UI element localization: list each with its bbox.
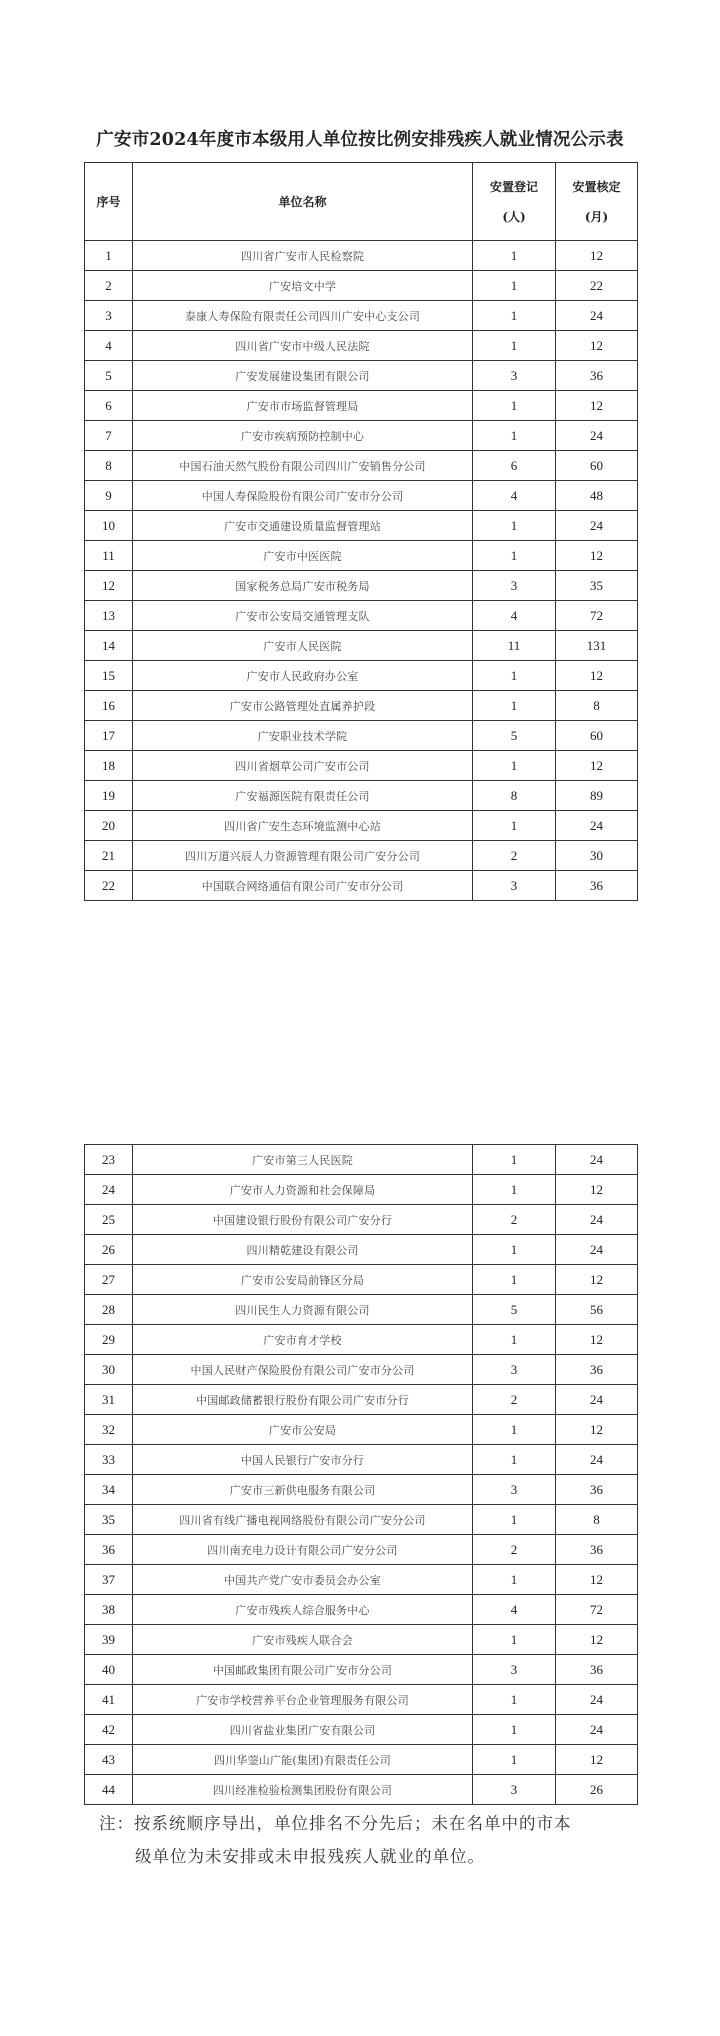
footnote-line-1: 注：按系统顺序导出，单位排名不分先后；未在名单中的市本 — [99, 1814, 572, 1833]
row-index: 23 — [85, 1145, 133, 1175]
row-index: 39 — [85, 1625, 133, 1655]
row-index: 5 — [85, 361, 133, 391]
row-verified: 12 — [556, 1415, 638, 1445]
row-registered: 1 — [473, 331, 556, 361]
row-registered: 6 — [473, 451, 556, 481]
row-unit-name: 四川省广安市中级人民法院 — [133, 331, 473, 361]
table-row — [85, 361, 638, 391]
row-registered: 1 — [473, 511, 556, 541]
row-registered: 3 — [473, 571, 556, 601]
row-registered: 1 — [473, 1415, 556, 1445]
row-verified: 12 — [556, 1325, 638, 1355]
table-row — [85, 781, 638, 811]
row-index: 29 — [85, 1325, 133, 1355]
table-row — [85, 1775, 638, 1805]
footnote-line-2: 级单位为未安排或未申报残疾人就业的单位。 — [135, 1847, 485, 1866]
row-unit-name: 四川民生人力资源有限公司 — [133, 1295, 473, 1325]
row-index: 12 — [85, 571, 133, 601]
row-unit-name: 四川省盐业集团广安有限公司 — [133, 1715, 473, 1745]
table-row — [85, 601, 638, 631]
row-verified: 24 — [556, 1205, 638, 1235]
row-verified: 30 — [556, 841, 638, 871]
row-verified: 12 — [556, 1175, 638, 1205]
header-verified — [556, 163, 638, 241]
row-index: 35 — [85, 1505, 133, 1535]
row-registered: 1 — [473, 1175, 556, 1205]
table-row — [85, 1145, 638, 1175]
row-verified: 24 — [556, 421, 638, 451]
row-verified: 36 — [556, 1535, 638, 1565]
row-registered: 1 — [473, 1235, 556, 1265]
row-index: 9 — [85, 481, 133, 511]
table-row — [85, 1445, 638, 1475]
table-row — [85, 571, 638, 601]
row-registered: 1 — [473, 1565, 556, 1595]
row-unit-name: 广安职业技术学院 — [133, 721, 473, 751]
row-verified: 60 — [556, 721, 638, 751]
row-index: 14 — [85, 631, 133, 661]
row-verified: 12 — [556, 241, 638, 271]
row-registered: 8 — [473, 781, 556, 811]
row-unit-name: 广安市公安局前锋区分局 — [133, 1265, 473, 1295]
row-verified: 12 — [556, 541, 638, 571]
row-index: 22 — [85, 871, 133, 901]
table-row — [85, 1295, 638, 1325]
row-verified: 12 — [556, 1625, 638, 1655]
row-verified: 24 — [556, 1445, 638, 1475]
row-unit-name: 广安市残疾人综合服务中心 — [133, 1595, 473, 1625]
table-row — [85, 1415, 638, 1445]
row-registered: 11 — [473, 631, 556, 661]
row-index: 34 — [85, 1475, 133, 1505]
row-verified: 89 — [556, 781, 638, 811]
employment-table-part-2 — [84, 1144, 638, 1805]
row-index: 3 — [85, 301, 133, 331]
page-title: 广安市2024年度市本级用人单位按比例安排残疾人就业情况公示表 — [96, 130, 624, 150]
row-unit-name: 广安培文中学 — [133, 271, 473, 301]
row-unit-name: 四川经准检验检测集团股份有限公司 — [133, 1775, 473, 1805]
table-row — [85, 1355, 638, 1385]
row-verified: 60 — [556, 451, 638, 481]
row-unit-name: 四川精乾建设有限公司 — [133, 1235, 473, 1265]
table-row — [85, 1475, 638, 1505]
row-verified: 131 — [556, 631, 638, 661]
row-registered: 1 — [473, 1325, 556, 1355]
table-row — [85, 1505, 638, 1535]
row-index: 16 — [85, 691, 133, 721]
row-verified: 72 — [556, 1595, 638, 1625]
row-index: 25 — [85, 1205, 133, 1235]
row-registered: 3 — [473, 1475, 556, 1505]
table-row — [85, 241, 638, 271]
row-index: 27 — [85, 1265, 133, 1295]
table-row — [85, 631, 638, 661]
row-unit-name: 中国建设银行股份有限公司广安分行 — [133, 1205, 473, 1235]
row-registered: 1 — [473, 1505, 556, 1535]
row-index: 17 — [85, 721, 133, 751]
row-verified: 36 — [556, 361, 638, 391]
row-unit-name: 广安市育才学校 — [133, 1325, 473, 1355]
table-row — [85, 481, 638, 511]
row-unit-name: 国家税务总局广安市税务局 — [133, 571, 473, 601]
row-registered: 4 — [473, 481, 556, 511]
row-index: 19 — [85, 781, 133, 811]
row-verified: 72 — [556, 601, 638, 631]
row-verified: 12 — [556, 331, 638, 361]
row-unit-name: 广安市交通建设质量监督管理站 — [133, 511, 473, 541]
header-registered — [473, 163, 556, 241]
row-verified: 12 — [556, 661, 638, 691]
table-row — [85, 1685, 638, 1715]
row-unit-name: 四川省烟草公司广安市公司 — [133, 751, 473, 781]
row-unit-name: 广安市学校营养平台企业管理服务有限公司 — [133, 1685, 473, 1715]
row-registered: 1 — [473, 541, 556, 571]
row-verified: 26 — [556, 1775, 638, 1805]
row-registered: 2 — [473, 841, 556, 871]
table-row — [85, 1175, 638, 1205]
row-registered: 4 — [473, 1595, 556, 1625]
row-index: 4 — [85, 331, 133, 361]
row-verified: 36 — [556, 1655, 638, 1685]
row-unit-name: 广安市疾病预防控制中心 — [133, 421, 473, 451]
row-verified: 24 — [556, 1385, 638, 1415]
row-verified: 36 — [556, 1475, 638, 1505]
row-verified: 35 — [556, 571, 638, 601]
row-verified: 24 — [556, 1715, 638, 1745]
table-row — [85, 1565, 638, 1595]
row-unit-name: 广安市三新供电服务有限公司 — [133, 1475, 473, 1505]
row-unit-name: 中国人寿保险股份有限公司广安市分公司 — [133, 481, 473, 511]
row-unit-name: 中国石油天然气股份有限公司四川广安销售分公司 — [133, 451, 473, 481]
row-index: 42 — [85, 1715, 133, 1745]
row-unit-name: 四川省广安市人民检察院 — [133, 241, 473, 271]
row-unit-name: 广安市公安局交通管理支队 — [133, 601, 473, 631]
header-verified-label: 安置核定 — [572, 179, 621, 194]
table-row — [85, 1235, 638, 1265]
row-index: 32 — [85, 1415, 133, 1445]
row-verified: 56 — [556, 1295, 638, 1325]
row-unit-name: 广安福源医院有限责任公司 — [133, 781, 473, 811]
table-row — [85, 1205, 638, 1235]
row-registered: 2 — [473, 1205, 556, 1235]
table-row — [85, 841, 638, 871]
row-verified: 48 — [556, 481, 638, 511]
row-index: 8 — [85, 451, 133, 481]
row-registered: 1 — [473, 1685, 556, 1715]
row-unit-name: 四川华蓥山广能(集团)有限责任公司 — [133, 1745, 473, 1775]
table-row — [85, 391, 638, 421]
row-index: 11 — [85, 541, 133, 571]
row-verified: 24 — [556, 511, 638, 541]
row-registered: 3 — [473, 1775, 556, 1805]
table-row — [85, 1715, 638, 1745]
row-registered: 1 — [473, 1625, 556, 1655]
row-unit-name: 广安市中医医院 — [133, 541, 473, 571]
table-body-part-2 — [85, 1145, 638, 1805]
row-registered: 1 — [473, 811, 556, 841]
row-index: 26 — [85, 1235, 133, 1265]
row-index: 21 — [85, 841, 133, 871]
table-row — [85, 271, 638, 301]
table-row — [85, 1745, 638, 1775]
row-unit-name: 四川万道兴辰人力资源管理有限公司广安分公司 — [133, 841, 473, 871]
row-index: 2 — [85, 271, 133, 301]
row-index: 31 — [85, 1385, 133, 1415]
row-registered: 1 — [473, 691, 556, 721]
table-row — [85, 1625, 638, 1655]
row-registered: 2 — [473, 1535, 556, 1565]
table-body-part-1 — [85, 241, 638, 901]
row-index: 44 — [85, 1775, 133, 1805]
row-verified: 12 — [556, 1565, 638, 1595]
table-row — [85, 301, 638, 331]
row-registered: 1 — [473, 1715, 556, 1745]
header-index: 序号 — [85, 163, 133, 241]
row-unit-name: 中国邮政集团有限公司广安市分公司 — [133, 1655, 473, 1685]
row-index: 24 — [85, 1175, 133, 1205]
header-registered-label: 安置登记 — [489, 179, 538, 194]
table-row — [85, 811, 638, 841]
row-unit-name: 广安发展建设集团有限公司 — [133, 361, 473, 391]
footnote — [99, 1807, 639, 1873]
table-row — [85, 1655, 638, 1685]
row-registered: 1 — [473, 1445, 556, 1475]
row-index: 41 — [85, 1685, 133, 1715]
row-unit-name: 广安市人民医院 — [133, 631, 473, 661]
row-unit-name: 泰康人寿保险有限责任公司四川广安中心支公司 — [133, 301, 473, 331]
row-verified: 24 — [556, 811, 638, 841]
row-index: 18 — [85, 751, 133, 781]
row-unit-name: 广安市市场监督管理局 — [133, 391, 473, 421]
row-verified: 36 — [556, 871, 638, 901]
row-unit-name: 中国人民财产保险股份有限公司广安市分公司 — [133, 1355, 473, 1385]
row-registered: 1 — [473, 661, 556, 691]
table-row — [85, 721, 638, 751]
row-registered: 5 — [473, 721, 556, 751]
row-unit-name: 四川南充电力设计有限公司广安分公司 — [133, 1535, 473, 1565]
table-row — [85, 1535, 638, 1565]
row-verified: 12 — [556, 391, 638, 421]
row-index: 37 — [85, 1565, 133, 1595]
row-unit-name: 中国联合网络通信有限公司广安市分公司 — [133, 871, 473, 901]
row-index: 13 — [85, 601, 133, 631]
row-unit-name: 广安市第三人民医院 — [133, 1145, 473, 1175]
row-verified: 12 — [556, 751, 638, 781]
table-header-row — [85, 163, 638, 241]
row-registered: 5 — [473, 1295, 556, 1325]
row-index: 33 — [85, 1445, 133, 1475]
table-row — [85, 331, 638, 361]
row-index: 1 — [85, 241, 133, 271]
table-row — [85, 1385, 638, 1415]
row-registered: 2 — [473, 1385, 556, 1415]
row-unit-name: 四川省广安生态环境监测中心站 — [133, 811, 473, 841]
header-unit-name: 单位名称 — [133, 163, 473, 241]
row-index: 15 — [85, 661, 133, 691]
row-unit-name: 中国共产党广安市委员会办公室 — [133, 1565, 473, 1595]
row-verified: 24 — [556, 301, 638, 331]
row-index: 30 — [85, 1355, 133, 1385]
header-registered-unit: (人) — [502, 209, 526, 224]
table-row — [85, 1325, 638, 1355]
row-registered: 1 — [473, 301, 556, 331]
row-verified: 8 — [556, 691, 638, 721]
table-row — [85, 1595, 638, 1625]
row-registered: 3 — [473, 1655, 556, 1685]
row-registered: 3 — [473, 871, 556, 901]
row-index: 36 — [85, 1535, 133, 1565]
row-index: 40 — [85, 1655, 133, 1685]
table-row — [85, 871, 638, 901]
row-registered: 1 — [473, 271, 556, 301]
row-verified: 12 — [556, 1265, 638, 1295]
row-index: 20 — [85, 811, 133, 841]
row-registered: 1 — [473, 1145, 556, 1175]
row-unit-name: 广安市公安局 — [133, 1415, 473, 1445]
row-unit-name: 中国邮政储蓄银行股份有限公司广安市分行 — [133, 1385, 473, 1415]
row-verified: 24 — [556, 1235, 638, 1265]
row-registered: 1 — [473, 421, 556, 451]
row-index: 38 — [85, 1595, 133, 1625]
row-unit-name: 中国人民银行广安市分行 — [133, 1445, 473, 1475]
row-verified: 8 — [556, 1505, 638, 1535]
row-verified: 12 — [556, 1745, 638, 1775]
row-verified: 22 — [556, 271, 638, 301]
employment-table-part-1 — [84, 162, 638, 901]
row-unit-name: 广安市残疾人联合会 — [133, 1625, 473, 1655]
row-index: 7 — [85, 421, 133, 451]
row-index: 6 — [85, 391, 133, 421]
table-row — [85, 451, 638, 481]
row-registered: 1 — [473, 241, 556, 271]
row-verified: 36 — [556, 1355, 638, 1385]
table-row — [85, 511, 638, 541]
row-registered: 1 — [473, 1745, 556, 1775]
row-verified: 24 — [556, 1685, 638, 1715]
row-registered: 3 — [473, 361, 556, 391]
table-row — [85, 661, 638, 691]
table-row — [85, 541, 638, 571]
row-registered: 1 — [473, 751, 556, 781]
table-row — [85, 421, 638, 451]
row-registered: 3 — [473, 1355, 556, 1385]
row-unit-name: 四川省有线广播电视网络股份有限公司广安分公司 — [133, 1505, 473, 1535]
row-verified: 24 — [556, 1145, 638, 1175]
row-index: 10 — [85, 511, 133, 541]
header-verified-unit: (月) — [584, 209, 609, 224]
row-index: 28 — [85, 1295, 133, 1325]
row-registered: 1 — [473, 391, 556, 421]
table-row — [85, 691, 638, 721]
row-unit-name: 广安市公路管理处直属养护段 — [133, 691, 473, 721]
table-row — [85, 751, 638, 781]
row-unit-name: 广安市人民政府办公室 — [133, 661, 473, 691]
row-index: 43 — [85, 1745, 133, 1775]
table-row — [85, 1265, 638, 1295]
row-registered: 1 — [473, 1265, 556, 1295]
row-unit-name: 广安市人力资源和社会保障局 — [133, 1175, 473, 1205]
row-registered: 4 — [473, 601, 556, 631]
